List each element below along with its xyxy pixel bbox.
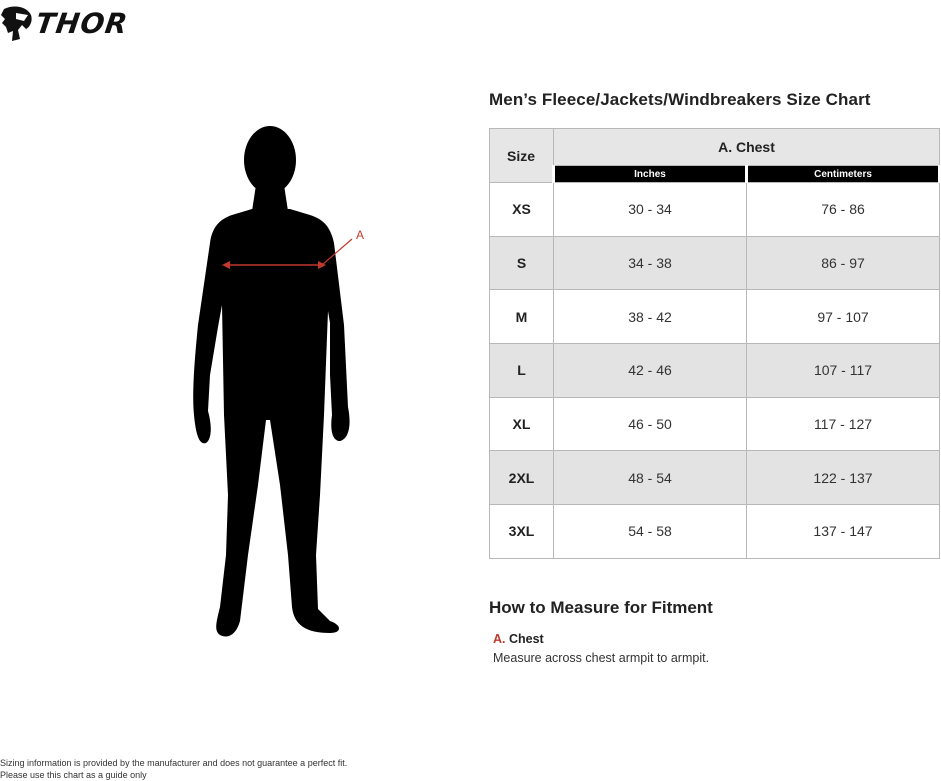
disclaimer	[0, 757, 347, 781]
inches-cell: 38 - 42	[554, 290, 747, 344]
size-cell: M	[490, 290, 554, 344]
size-chart-table	[489, 128, 941, 559]
inches-cell: 46 - 50	[554, 397, 747, 451]
centimeters-cell: 107 - 117	[747, 344, 940, 398]
size-cell: L	[490, 344, 554, 398]
centimeters-cell: 117 - 127	[747, 397, 940, 451]
inches-cell: 34 - 38	[554, 236, 747, 290]
size-cell: S	[490, 236, 554, 290]
size-cell: XL	[490, 397, 554, 451]
centimeters-cell: 137 - 147	[747, 505, 940, 559]
table-row	[490, 451, 940, 505]
measure-label	[493, 632, 544, 646]
centimeters-cell: 76 - 86	[747, 183, 940, 237]
size-column-header: Size	[490, 129, 554, 183]
table-row	[490, 236, 940, 290]
table-row	[490, 290, 940, 344]
inches-column-header: Inches	[554, 166, 747, 183]
inches-cell: 48 - 54	[554, 451, 747, 505]
thor-helmet-icon	[0, 3, 34, 43]
table-row	[490, 505, 940, 559]
centimeters-cell: 122 - 137	[747, 451, 940, 505]
table-row	[490, 397, 940, 451]
table-row	[490, 344, 940, 398]
size-chart-title: Men’s Fleece/Jackets/Windbreakers Size Chart	[489, 90, 871, 109]
table-row	[490, 183, 940, 237]
inches-cell: 42 - 46	[554, 344, 747, 398]
measure-description: Measure across chest armpit to armpit.	[493, 651, 710, 665]
inches-cell: 54 - 58	[554, 505, 747, 559]
size-cell: XS	[490, 183, 554, 237]
centimeters-column-header: Centimeters	[747, 166, 940, 183]
body-silhouette	[170, 115, 390, 650]
measure-label-text: Chest	[508, 632, 544, 646]
brand-wordmark: THOR	[33, 6, 131, 40]
measure-marker-a: A	[356, 228, 365, 242]
centimeters-cell: 86 - 97	[747, 236, 940, 290]
brand-logo	[0, 0, 150, 46]
size-cell: 3XL	[490, 505, 554, 559]
disclaimer-line: Please use this chart as a guide only	[0, 770, 147, 780]
centimeters-cell: 97 - 107	[747, 290, 940, 344]
inches-cell: 30 - 34	[554, 183, 747, 237]
disclaimer-line: Sizing information is provided by the manufacturer and does not guarantee a perfect fit.	[0, 758, 348, 768]
how-to-measure-title: How to Measure for Fitment	[489, 598, 713, 617]
measure-letter: A.	[493, 632, 506, 646]
chest-column-header: A. Chest	[554, 129, 940, 166]
size-cell: 2XL	[490, 451, 554, 505]
